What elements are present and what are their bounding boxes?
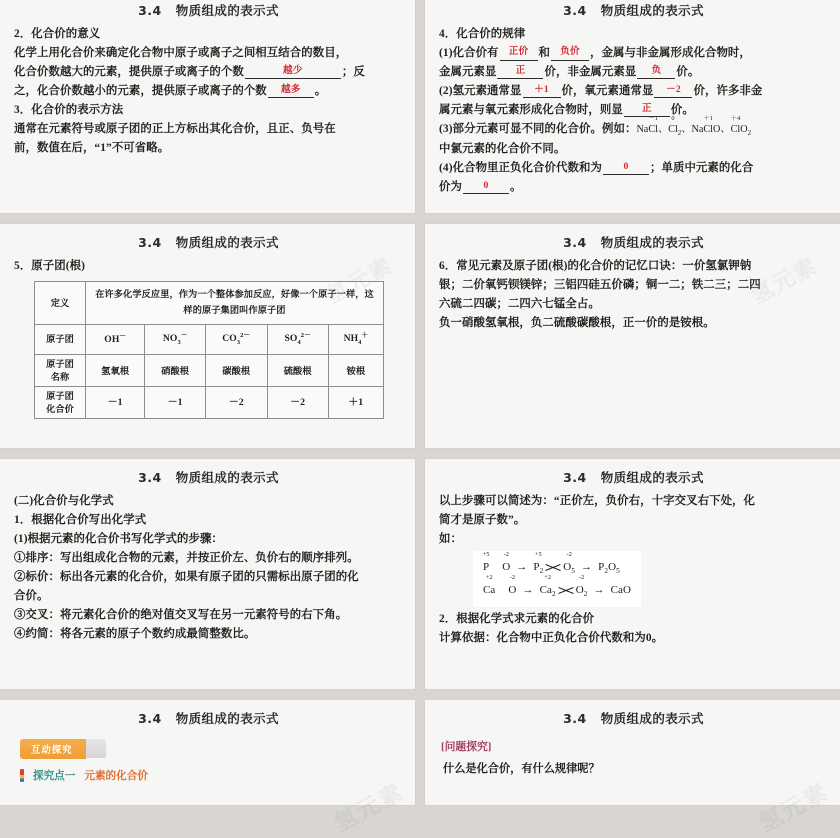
text-line: 简才是原子数”。	[439, 513, 526, 526]
header-number: 3.4	[138, 3, 162, 18]
ion-valence-cell: －1	[86, 387, 145, 419]
row-label: 原子团 化合价	[35, 387, 86, 419]
text-line	[439, 63, 828, 81]
answer-text: 负价	[560, 45, 580, 57]
ion-formula-cell: $SO_4^{2-}$	[267, 324, 328, 355]
slide-body	[439, 492, 828, 647]
ion-valence-cell: －1	[145, 387, 205, 419]
text-line	[14, 63, 403, 81]
watermark: 氢元素	[330, 779, 409, 838]
text-part: 化合价数越大的元素，提供原子或离子的个数	[14, 65, 244, 78]
text-line	[439, 101, 828, 119]
text-line: 六硫二四碳；二四六七锰全占。	[439, 297, 600, 310]
chemical-formula: Na ＋1 ClO	[691, 124, 720, 135]
text-part: 价，许多非金	[693, 84, 763, 97]
header-number: 3.4	[563, 235, 587, 250]
chemical-formula: 0 $Cl_2$	[668, 114, 682, 137]
text-part: 属元素与氧元素形成化合物时，则显	[439, 103, 623, 116]
answer-blank	[551, 47, 589, 61]
answer-text: 越少	[283, 64, 303, 76]
header-number: 3.4	[563, 3, 587, 18]
valence-marked-symbol: －1 Cl	[648, 114, 658, 135]
answer-blank	[523, 85, 561, 99]
text-line: 通常在元素符号或原子团的正上方标出其化合价，且正、负号在	[14, 122, 336, 135]
valence-marked-symbol: +2 $Ca_2$	[540, 579, 556, 602]
slide-4[interactable]	[425, 224, 840, 448]
ion-formula-cell: $NO_3^-$	[145, 324, 205, 355]
answer-blank	[463, 181, 509, 195]
valence-marked-symbol: -2 $O_2$	[576, 579, 588, 602]
ion-name-cell: 铵根	[328, 355, 383, 387]
chemical-formula: Na －1 Cl	[636, 124, 658, 135]
ion-formula-cell: $NH_4^+$	[328, 324, 383, 355]
ion-name-cell: 硝酸根	[145, 355, 205, 387]
valence-value: +2	[485, 574, 493, 582]
color-bar-icon	[20, 769, 24, 782]
ion-formula-cell: $CO_3^{2-}$	[205, 324, 267, 355]
text-part: ；反	[341, 65, 365, 78]
watermark: 氢元素	[747, 253, 823, 310]
slide-header	[14, 0, 403, 21]
slide-body	[14, 25, 403, 157]
slide-6[interactable]	[425, 459, 840, 689]
badge-label: 互动探究	[20, 739, 86, 759]
answer-text: ＋1	[534, 83, 549, 95]
text-line: 化学上用化合价来确定化合物中原子或离子之间相互结合的数目，	[14, 46, 348, 59]
answer-blank	[637, 66, 675, 80]
valence-value: -2	[578, 574, 585, 582]
valence-value: -2	[509, 574, 516, 582]
answer-blank	[497, 66, 543, 80]
valence-value: -2	[566, 550, 572, 558]
slide-body	[439, 25, 828, 196]
text-line: 4．化合价的规律	[439, 28, 526, 40]
text-line: (1)根据元素的化合价书写化学式的步骤：	[14, 532, 223, 545]
valence-marked-symbol: 0 Cl	[668, 114, 678, 135]
valence-cross-equation-image	[473, 551, 641, 607]
text-part: (3)部分元素可显不同的化合价。例如：	[439, 122, 637, 135]
text-line: ②标价：标出各元素的化合价，如果有原子团的只需标出原子团的化	[14, 570, 359, 583]
row-label: 原子团	[35, 324, 86, 355]
text-line	[439, 530, 828, 548]
slide-body	[14, 257, 403, 419]
answer-text: 0	[623, 160, 629, 172]
slide-header	[439, 706, 828, 729]
text-line: 2．根据化学式求元素的化合价	[439, 612, 595, 625]
header-number: 3.4	[138, 711, 162, 726]
slide-5[interactable]	[0, 459, 415, 689]
slide-header	[439, 465, 828, 488]
text-line: 2．化合价的意义	[14, 28, 101, 40]
slide-body	[439, 257, 828, 332]
text-part: 。	[509, 180, 522, 193]
ion-formula-cell: OH－	[86, 324, 145, 355]
answer-blank	[603, 162, 649, 176]
text-line	[439, 44, 828, 62]
text-line: ①排序：写出组成化合物的元素，并按正价左、负价右的顺序排列。	[14, 551, 359, 564]
ion-valence-cell: ＋1	[328, 387, 383, 419]
text-line	[439, 82, 828, 100]
answer-text: 负	[651, 64, 662, 76]
ion-valence-cell: －2	[205, 387, 267, 419]
text-line: 6．常见元素及原子团(根)的化合价的记忆口诀：一价氢氯钾钠	[439, 260, 752, 272]
text-line: ③交叉：将元素化合价的绝对值交叉写在另一元素符号的右下角。	[14, 608, 348, 621]
text-line: 3．化合价的表示方法	[14, 103, 124, 116]
table-row	[35, 324, 384, 355]
formula-list	[636, 114, 752, 137]
chemical-formula: CaO	[610, 584, 632, 597]
row-label: 定义	[35, 282, 86, 324]
slide-header	[14, 230, 403, 253]
valence-value: +2	[544, 574, 552, 582]
valence-marked-symbol: -2 O	[502, 556, 510, 579]
valence-value: ＋4	[730, 114, 741, 122]
valence-marked-symbol: ＋4 Cl	[730, 114, 741, 135]
header-title: 物质组成的表示式	[175, 235, 279, 250]
text-part: (1)化合价有	[439, 46, 499, 59]
formula-separator: 、	[720, 123, 731, 135]
valence-value: +5	[482, 550, 490, 558]
answer-text: －2	[666, 83, 681, 95]
text-line: 合价。	[14, 589, 49, 602]
header-number: 3.4	[138, 470, 162, 485]
text-line	[439, 114, 828, 139]
text-line	[439, 178, 828, 196]
text-part: ，金属与非金属形成化合物时，	[590, 46, 751, 59]
inquiry-point-row	[20, 768, 403, 783]
text-line: (二)化合价与化学式	[14, 495, 114, 507]
valence-value: ＋1	[703, 114, 713, 122]
answer-blank	[654, 85, 692, 99]
answer-blank	[500, 47, 538, 61]
answer-blank	[268, 85, 314, 99]
text-line: 1．根据化合价写出化学式	[14, 513, 147, 526]
row-label: 原子团 名称	[35, 355, 86, 387]
text-part: 价，非金属元素显	[544, 65, 637, 78]
text-part: 价，氧元素通常显	[561, 84, 654, 97]
answer-text: 正	[641, 102, 652, 114]
ion-valence-cell: －2	[267, 387, 328, 419]
text-line: 计算依据：化合物中正负化合价代数和为0。	[439, 631, 664, 644]
formula-separator: 、	[681, 123, 692, 135]
valence-marked-symbol: ＋1 Cl	[703, 114, 714, 135]
answer-text: 越多	[281, 83, 301, 95]
slide-2[interactable]	[425, 0, 840, 213]
text-line: ④约简：将各元素的原子个数约成最简整数比。	[14, 627, 256, 640]
valence-value: +5	[534, 550, 542, 558]
table-row	[35, 387, 384, 419]
section-badge	[20, 739, 403, 759]
answer-text: 0	[483, 179, 489, 191]
text-line: 以上步骤可以简述为：“正价左，负价右，十字交叉右下处，化	[439, 495, 756, 507]
header-number: 3.4	[563, 711, 587, 726]
inquiry-point-label: 探究点一	[33, 771, 76, 782]
example-label: 如：	[439, 532, 462, 545]
valence-marked-symbol: +5 $P_2$	[533, 556, 543, 579]
question-text: 什么是化合价，有什么规律呢？	[443, 763, 600, 775]
header-number: 3.4	[563, 470, 587, 485]
question-section-label: [问题探究]	[441, 741, 492, 753]
text-part: 和	[538, 46, 551, 59]
table-row	[35, 355, 384, 387]
text-part: 金属元素显	[439, 65, 497, 78]
text-part: 价为	[439, 180, 462, 193]
text-line: 负一硝酸氢氧根，负二硫酸碳酸根，正一价的是铵根。	[439, 316, 715, 329]
text-line: 前，数值在后，“1”不可省略。	[14, 141, 170, 154]
header-title: 物质组成的表示式	[600, 711, 704, 726]
chemical-formula: $P_2O_5$	[598, 560, 620, 576]
slide-header	[439, 0, 828, 21]
ion-name-cell: 碳酸根	[205, 355, 267, 387]
valence-marked-symbol: -2 O	[508, 579, 516, 602]
atom-group-table	[34, 281, 384, 419]
ion-name-cell: 硫酸根	[267, 355, 328, 387]
text-part: 价。	[670, 103, 694, 116]
valence-marked-symbol: +2 Ca	[483, 579, 495, 602]
text-part: 之，化合价数越小的元素，提供原子或离子的个数	[14, 84, 267, 97]
definition-cell: 在许多化学反应里，作为一个整体参加反应，好像一个原子一样，这样的原子集团叫作原子团	[86, 282, 384, 324]
header-title: 物质组成的表示式	[600, 3, 704, 18]
text-line: 银；二价氧钙钡镁锌；三铝四硅五价磷；铜一二；铁二三；二四	[439, 278, 761, 291]
text-part: (4)化合物里正负化合价代数和为	[439, 161, 602, 174]
text-line: 5．原子团(根)	[14, 260, 86, 272]
table-row	[35, 282, 384, 324]
text-line	[439, 159, 828, 177]
valence-marked-symbol: -2 $O_5$	[563, 556, 575, 579]
valence-value: -2	[503, 550, 509, 558]
text-part: ；单质中元素的化合	[649, 161, 754, 174]
formula-separator: 、	[657, 123, 669, 135]
answer-text: 正	[515, 64, 526, 76]
valence-cross-equation: +5 P -2 O → +5 $P_2$ -2 $O_5 \to P_2O_5$	[483, 556, 631, 579]
text-part: 。	[314, 84, 327, 97]
valence-value: 0	[671, 114, 675, 122]
slide-header	[439, 230, 828, 253]
header-title: 物质组成的表示式	[600, 235, 704, 250]
text-line	[14, 82, 403, 100]
slide-body	[14, 492, 403, 643]
text-line: 中氯元素的化合价不同。	[439, 142, 566, 155]
text-part: 价。	[676, 65, 700, 78]
slide-3[interactable]	[0, 224, 415, 448]
text-part: (2)氢元素通常显	[439, 84, 522, 97]
chemical-formula: ＋4 ClO$_2$	[730, 114, 752, 137]
inquiry-point-title: 元素的化合价	[84, 771, 148, 782]
valence-cross-equation: +2 Ca -2 O → +2 $Ca_2$ -2 $O_2$ → CaO	[483, 579, 631, 602]
valence-marked-symbol: +5 P	[483, 556, 489, 579]
answer-text: 正价	[508, 45, 529, 57]
answer-blank	[624, 104, 670, 118]
answer-blank	[245, 66, 341, 80]
header-title: 物质组成的表示式	[600, 470, 704, 485]
slide-1[interactable]	[0, 0, 415, 213]
slide-header	[14, 706, 403, 729]
slide-header	[14, 465, 403, 488]
cross-multiply-icon	[556, 585, 576, 596]
valence-value: －1	[648, 114, 658, 122]
header-title: 物质组成的表示式	[175, 711, 279, 726]
header-number: 3.4	[138, 235, 162, 250]
slide-7[interactable]	[0, 700, 415, 838]
ion-name-cell: 氢氧根	[86, 355, 145, 387]
header-title: 物质组成的表示式	[175, 3, 279, 18]
watermark: 氢元素	[755, 779, 834, 838]
slide-8[interactable]	[425, 700, 840, 838]
header-title: 物质组成的表示式	[175, 470, 279, 485]
